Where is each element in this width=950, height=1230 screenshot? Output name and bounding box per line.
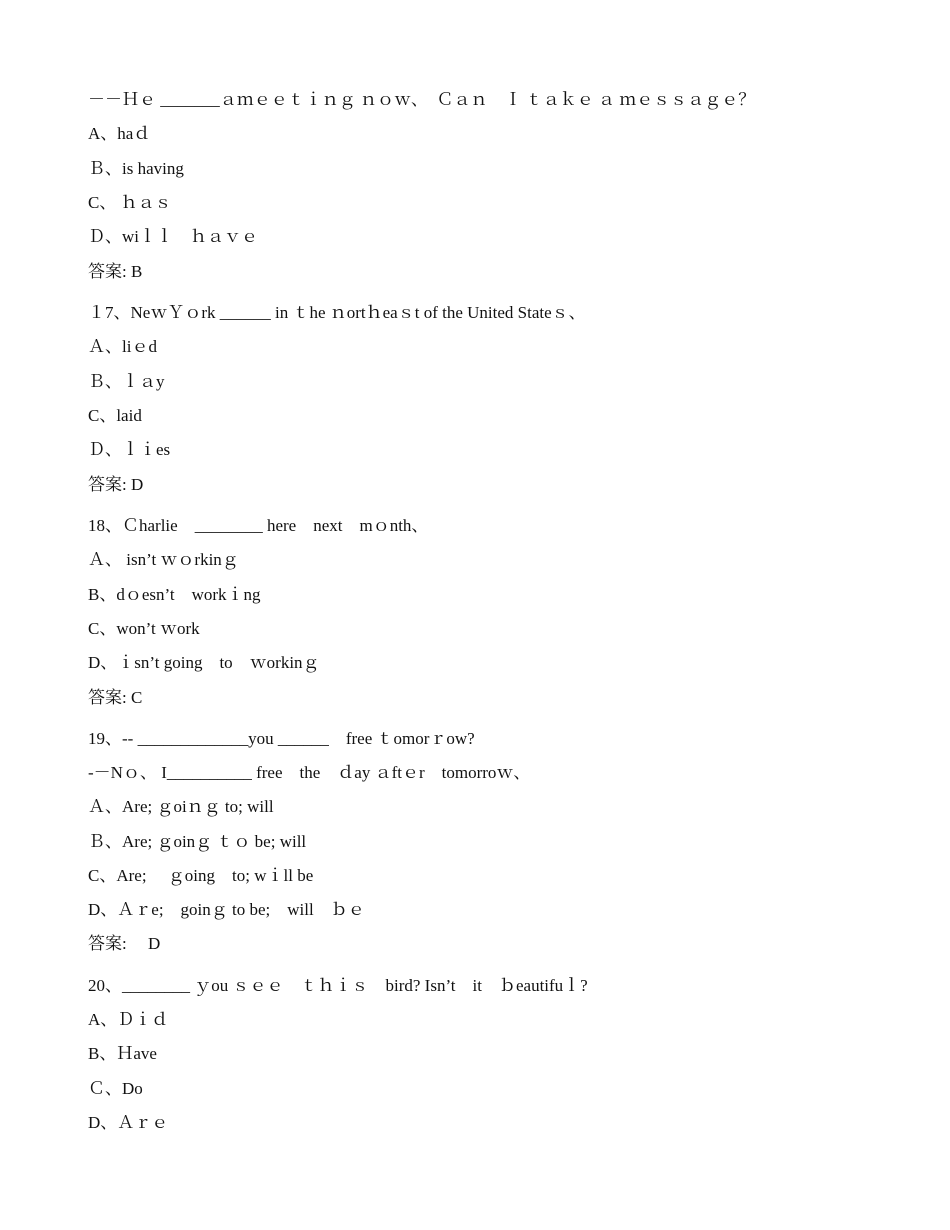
option-d: Ｄ、ｌｉes xyxy=(88,440,171,459)
option-a: A、Ｄｉｄ xyxy=(88,1010,169,1029)
question-stem: １7、NeｗＹｏrk ______ in ｔhe ｎortｈeaｓt of the United Stateｓ、 xyxy=(88,303,586,322)
option-c: C、Are; ｇoing to; wｉll be xyxy=(88,866,314,885)
question-stem: 20、________ ｙou ｓｅｅ ｔｈｉｓ bird? Isn’t it ｂeautifuｌ? xyxy=(88,976,588,995)
option-b: B、dｏesn’t workｉng xyxy=(88,585,261,604)
option-c: C、 ｈａｓ xyxy=(88,193,172,212)
option-d: Ｄ、wiｌｌ ｈａｖｅ xyxy=(88,227,258,246)
question-stem: 19、-- _____________you ______ free ｔomorｒow? xyxy=(88,729,475,748)
option-b: B、Ｈave xyxy=(88,1044,157,1063)
answer-line: 答案: D xyxy=(88,475,144,494)
option-c: Ｃ、Do xyxy=(88,1079,143,1098)
question-stem-reply: -－Nｏ、 I__________ free the ｄay ａftｅr tomorroｗ、 xyxy=(88,763,531,782)
option-b: Ｂ、is having xyxy=(88,159,184,178)
answer-line: 答案: D xyxy=(88,934,161,953)
question-stem: －－Ｈｅ _______ａｍｅｅｔｉｎｇ ｎｏｗ、 Ｃａｎ Ｉ ｔａｋｅ ａ ｍｅｓｓａｇｅ？ xyxy=(88,90,756,109)
option-d: D、Ａｒｅ xyxy=(88,1113,169,1132)
option-b: Ｂ、ｌａy xyxy=(88,372,165,391)
option-a: Ａ、Are; ｇoiｎｇ to; will xyxy=(88,797,274,816)
option-a: Ａ、 isn’t ｗｏrkinｇ xyxy=(88,550,239,569)
option-a: Ａ、liｅd xyxy=(88,337,157,356)
question-stem: 18、Ｃharlie ________ here next mｏnth、 xyxy=(88,516,429,535)
option-b: Ｂ、Are; ｇoinｇ ｔｏ be; will xyxy=(88,832,307,851)
option-c: C、laid xyxy=(88,406,142,425)
option-d: D、Ａｒe; goinｇ to be; will ｂｅ xyxy=(88,900,365,919)
answer-line: 答案: C xyxy=(88,688,143,707)
option-c: C、won’t ｗork xyxy=(88,619,200,638)
answer-line: 答案: B xyxy=(88,262,143,281)
option-d: D、ｉsn’t going to ｗorkinｇ xyxy=(88,653,320,672)
option-a: A、haｄ xyxy=(88,124,151,143)
